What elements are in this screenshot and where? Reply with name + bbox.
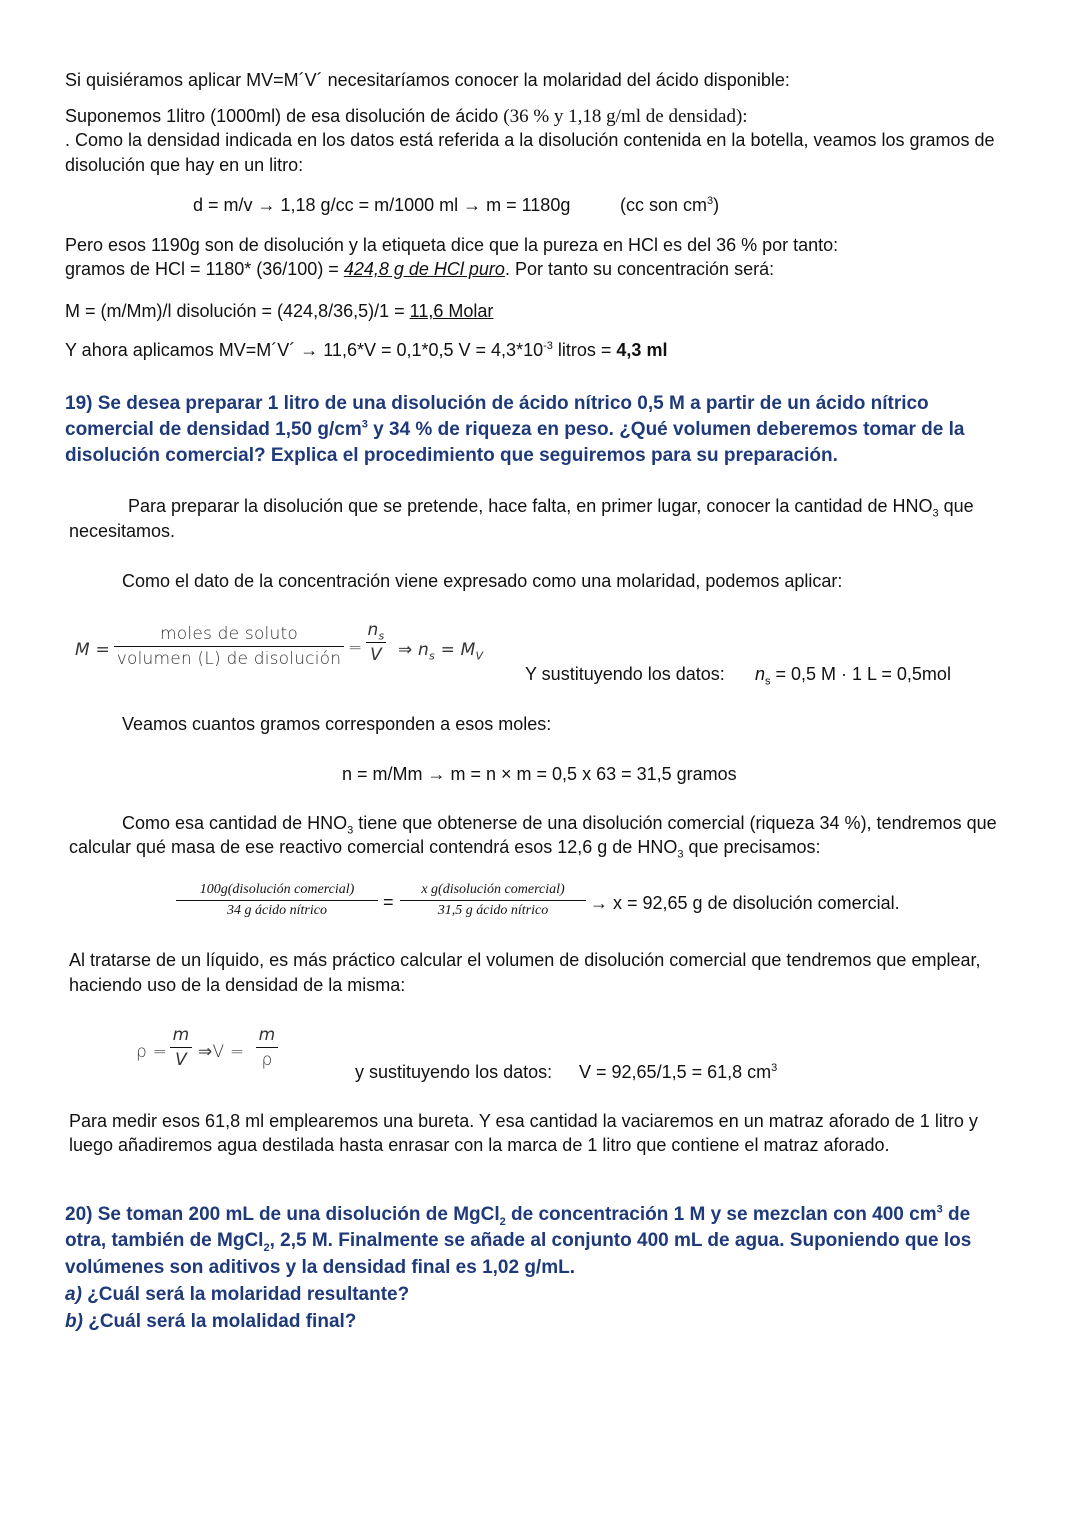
ns-implies (398, 640, 484, 663)
grams-equation: n = m/Mm → m = n × m = 0,5 x 63 = 31,5 gramos (342, 764, 737, 784)
sol19-p6: Para medir esos 61,8 ml emplearemos una bureta. Y esa cantidad la vaciaremos en un matraz aforado de 1 litro y (69, 1111, 978, 1131)
sol19-p5-cont: haciendo uso de la densidad de la misma: (69, 975, 406, 995)
cc-note-sup: 3 (707, 195, 714, 207)
q20-line-1-mid: de concentración 1 M y se mezclan con 400 cm (505, 1204, 937, 1225)
sol19-p4-cont-tail: que precisamos: (683, 837, 821, 857)
subst2-value-text: V = 92,65/1,5 = 61,8 cm (579, 1062, 772, 1082)
ratio1-denominator: 34 g ácido nítrico (227, 903, 327, 918)
equals-sign: = (348, 638, 363, 658)
dilution-units: litros = (552, 340, 617, 360)
sol19-p5: Al tratarse de un líquido, es más práctico calcular el volumen de disolución comercial que tendremos que emplear, (69, 950, 981, 970)
q19-line-2 (65, 419, 964, 441)
ns-sub: s (378, 629, 385, 643)
q20-part-b-text: ¿Cuál será la molalidad final? (82, 1311, 357, 1332)
sol19-p2: Como el dato de la concentración viene expresado como una molaridad, podemos aplicar: (122, 571, 843, 591)
subst2-value (579, 1062, 777, 1083)
intro-line-2-text: Suponemos 1litro (1000ml) de esa disolución de ácido (65, 106, 504, 126)
subst-label: Y sustituyendo los datos: (525, 664, 725, 684)
q19-line-2-tail: y 34 % de riqueza en peso. ¿Qué volumen deberemos tomar de la (367, 419, 965, 440)
fraction-bar (176, 900, 378, 901)
q20-part-b (65, 1311, 356, 1333)
fraction-bar (256, 1047, 278, 1048)
intro-line-2-data: (36 % y 1,18 g/ml de densidad): (503, 106, 748, 127)
hcl-grams-tail: . Por tanto su concentración será: (504, 259, 775, 279)
rho-symbol: ρ = (136, 1042, 168, 1062)
molarity-result: 11,6 Molar (409, 301, 494, 321)
molarity-fraction (114, 624, 344, 669)
q19-line-1: 19) Se desea preparar 1 litro de una disolución de ácido nítrico 0,5 M a partir de un ácido nítrico (65, 393, 929, 414)
v-numerator: m (258, 1025, 276, 1045)
ns-over-v-fraction (366, 620, 386, 665)
dilution-exp: -3 (543, 340, 553, 352)
q20-part-a-text: ¿Cuál será la molaridad resultante? (81, 1284, 410, 1305)
fraction-bar (400, 900, 586, 901)
molarity-numerator: moles de soluto (160, 624, 298, 644)
ratio1-numerator: 100g(disolución comercial) (199, 882, 355, 897)
ratio-fraction-1 (176, 882, 378, 919)
rho-fraction (170, 1025, 192, 1070)
q19-line-3: disolución comercial? Explica el procedimiento que seguiremos para su preparación. (65, 445, 838, 466)
ratio2-numerator: x g(disolución comercial) (421, 882, 565, 897)
v-denominator: V (370, 645, 382, 665)
ratio-fraction-2 (400, 882, 586, 919)
q20-line-2-sub: 2 (263, 1241, 270, 1254)
q20-line-1-sub: 2 (499, 1215, 506, 1228)
intro-line-4: disolución que hay en un litro: (65, 155, 304, 175)
q20-line-3: volúmenes son aditivos y la densidad final es 1,02 g/mL. (65, 1257, 575, 1278)
sol19-p1-text: Para preparar la disolución que se pretende, hace falta, en primer lugar, conocer la cantidad de HNO (128, 496, 933, 516)
dilution-eq-text: Y ahora aplicamos MV=M´V´ → 11,6*V = 0,1*0,5 V = 4,3*10 (65, 340, 544, 360)
sol19-p4-cont-text: calcular qué masa de ese reactivo comercial contendrá esos 12,6 g de HNO (69, 837, 678, 857)
q19-line-2-text: comercial de densidad 1,50 g/cm (65, 419, 362, 440)
sol19-p1-sub: 3 (932, 507, 939, 520)
rho-numerator: m (172, 1025, 190, 1045)
fraction-bar (170, 1047, 192, 1048)
subst-value-text: = 0,5 M · 1 L = 0,5mol (770, 664, 951, 684)
equals-sign: = (383, 892, 394, 912)
implies-sub-v: V (475, 649, 484, 663)
q20-part-a (65, 1284, 409, 1306)
implies-sub: s (429, 649, 435, 663)
intro-line-2 (65, 106, 748, 128)
subst-value (755, 664, 951, 688)
molarity-symbol: M = (75, 640, 110, 660)
sol19-p4-tail: tiene que obtenerse de una disolución comercial (riqueza 34 %), tendremos que (353, 813, 997, 833)
q20-line-2-tail: , 2,5 M. Finalmente se añade al conjunto 400 mL de agua. Suponiendo que los (269, 1230, 972, 1251)
implies-text: ⇒ n (398, 640, 430, 660)
q20-line-1 (65, 1204, 970, 1226)
hcl-grams-result: 424,8 g de HCl puro (343, 259, 505, 279)
subst2-label: y sustituyendo los datos: (355, 1062, 553, 1082)
sol19-p4-sub: 3 (347, 824, 354, 837)
sol19-p1-cont: necesitamos. (69, 521, 176, 541)
dilution-equation (65, 340, 667, 361)
sol19-p4-cont (69, 837, 821, 861)
ratio-result: → x = 92,65 g de disolución comercial. (590, 893, 900, 913)
q20-part-b-label: b) (65, 1311, 83, 1332)
molarity-equation (65, 301, 493, 322)
sol19-p4 (122, 813, 997, 837)
sol19-p1 (128, 496, 974, 520)
sol19-p4-cont-sub: 3 (677, 848, 684, 861)
sol19-p1-tail: que (938, 496, 974, 516)
v-denominator: ρ (261, 1050, 273, 1070)
sol19-p3: Veamos cuantos gramos corresponden a esos moles: (122, 714, 552, 734)
q20-line-1-text: 20) Se toman 200 mL de una disolución de MgCl (65, 1204, 500, 1225)
q20-part-a-label: a) (65, 1284, 82, 1305)
cc-note-close: ) (713, 195, 720, 215)
sol19-p4-text: Como esa cantidad de HNO (122, 813, 348, 833)
molarity-denominator: volumen (L) de disolución (116, 649, 342, 669)
molarity-eq-text: M = (m/Mm)/l disolución = (424,8/36,5)/1 = (65, 301, 410, 321)
density-equation: d = m/v → 1,18 g/cc = m/1000 ml → m = 1180g (193, 195, 571, 215)
dilution-result: 4,3 ml (616, 340, 668, 360)
intro-line-1: Si quisiéramos aplicar MV=M´V´ necesitaríamos conocer la molaridad del ácido disponible: (65, 70, 790, 90)
subst-n: n (755, 664, 766, 684)
intro-line-6 (65, 259, 774, 280)
cc-note-text: (cc son cm (620, 195, 708, 215)
q20-line-1-tail: de (942, 1204, 971, 1225)
implies-eq: = M (434, 640, 476, 660)
subst2-sup: 3 (771, 1062, 778, 1074)
intro-line-3: . Como la densidad indicada en los datos está referida a la disolución contenida en la botella, veamos los gramos de (65, 130, 995, 150)
q19-line-2-sup: 3 (361, 418, 368, 431)
rho-denominator: V (175, 1050, 187, 1070)
q20-line-2 (65, 1230, 971, 1252)
fraction-bar (114, 646, 344, 647)
sol19-p6-cont: luego añadiremos agua destilada hasta enrasar con la marca de 1 litro que contiene el matraz aforado. (69, 1135, 890, 1155)
ns-numerator: n (367, 620, 379, 640)
hcl-grams-eq: gramos de HCl = 1180* (36/100) = (65, 259, 344, 279)
v-fraction (256, 1025, 278, 1070)
ratio2-denominator: 31,5 g ácido nítrico (437, 903, 549, 918)
rho-implies: ⇒V = (198, 1042, 245, 1062)
cc-note (620, 195, 719, 216)
q20-line-2-text: otra, también de MgCl (65, 1230, 264, 1251)
intro-line-5: Pero esos 1190g son de disolución y la etiqueta dice que la pureza en HCl es del 36 % por tanto: (65, 235, 839, 255)
q20-line-1-sup: 3 (936, 1203, 943, 1216)
subst-n-sub: s (765, 675, 771, 688)
